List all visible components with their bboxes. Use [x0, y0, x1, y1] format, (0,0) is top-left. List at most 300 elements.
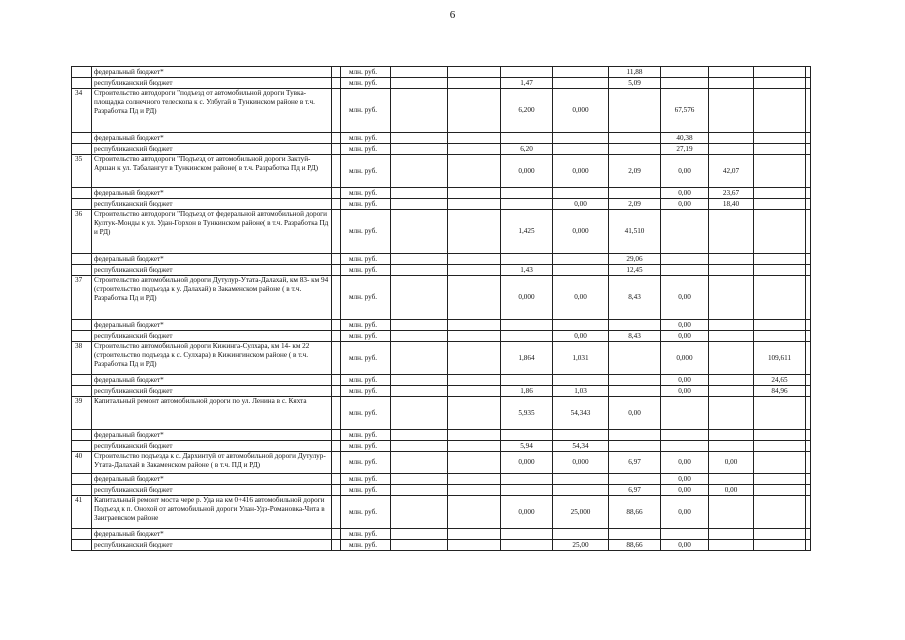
value-cell	[806, 133, 811, 144]
value-cell	[448, 540, 501, 551]
value-cell	[391, 342, 448, 375]
value-cell	[709, 342, 754, 375]
value-cell: 0,000	[553, 89, 609, 133]
value-cell	[754, 78, 806, 89]
spacer-cell	[332, 430, 341, 441]
value-cell	[448, 276, 501, 320]
unit-cell: млн. руб.	[341, 496, 391, 529]
value-cell: 0,00	[609, 397, 661, 430]
value-cell	[754, 474, 806, 485]
value-cell: 27,19	[661, 144, 709, 155]
table-row	[72, 199, 811, 210]
table-row	[72, 188, 811, 199]
value-cell	[806, 320, 811, 331]
value-cell: 18,40	[709, 199, 754, 210]
table-row	[72, 386, 811, 397]
value-cell	[709, 210, 754, 254]
table-row	[72, 452, 811, 474]
value-cell: 2,09	[609, 199, 661, 210]
value-cell	[448, 430, 501, 441]
value-cell: 23,67	[709, 188, 754, 199]
value-cell	[553, 430, 609, 441]
row-name-cell: Строительство автодороги "подъезд от автомобильной дороги Тувка-площадка солнечного телескопа к с. Улбугай в Тункинском районе в т.ч. Разработка Пд и РД)	[92, 89, 332, 133]
unit-cell: млн. руб.	[341, 397, 391, 430]
value-cell	[806, 441, 811, 452]
row-number-cell	[72, 320, 92, 331]
value-cell	[391, 496, 448, 529]
value-cell	[448, 155, 501, 188]
value-cell	[391, 452, 448, 474]
spacer-cell	[332, 375, 341, 386]
spacer-cell	[332, 397, 341, 430]
value-cell	[754, 276, 806, 320]
unit-cell: млн. руб.	[341, 320, 391, 331]
value-cell	[806, 67, 811, 78]
unit-cell: млн. руб.	[341, 199, 391, 210]
value-cell	[391, 441, 448, 452]
row-name-cell: Капитальный ремонт моста чере р. Уда на км 0+416 автомобильной дороги Подъезд к п. Онохой от автомобильной дороги Улан-Удэ-Романовка-Чита в Заиграевском районе	[92, 496, 332, 529]
value-cell	[609, 89, 661, 133]
unit-cell: млн. руб.	[341, 375, 391, 386]
row-number-cell: 39	[72, 397, 92, 430]
value-cell	[709, 496, 754, 529]
value-cell	[391, 254, 448, 265]
value-cell: 1,43	[501, 265, 553, 276]
value-cell	[609, 441, 661, 452]
value-cell	[806, 210, 811, 254]
value-cell	[391, 485, 448, 496]
value-cell	[553, 144, 609, 155]
spacer-cell	[332, 452, 341, 474]
row-number-cell: 36	[72, 210, 92, 254]
table-row	[72, 265, 811, 276]
value-cell: 8,43	[609, 276, 661, 320]
value-cell	[806, 397, 811, 430]
value-cell	[448, 144, 501, 155]
value-cell	[391, 78, 448, 89]
value-cell	[709, 78, 754, 89]
value-cell	[754, 320, 806, 331]
value-cell	[448, 89, 501, 133]
value-cell	[806, 529, 811, 540]
value-cell	[709, 375, 754, 386]
value-cell	[448, 331, 501, 342]
value-cell: 88,66	[609, 496, 661, 529]
row-number-cell: 37	[72, 276, 92, 320]
value-cell	[661, 397, 709, 430]
value-cell: 0,00	[553, 199, 609, 210]
value-cell: 0,000	[661, 342, 709, 375]
row-number-cell	[72, 265, 92, 276]
unit-cell: млн. руб.	[341, 210, 391, 254]
value-cell	[806, 144, 811, 155]
row-number-cell	[72, 67, 92, 78]
spacer-cell	[332, 320, 341, 331]
row-name-cell: федеральный бюджет*	[92, 67, 332, 78]
value-cell	[553, 254, 609, 265]
value-cell: 25,000	[553, 496, 609, 529]
row-name-cell: федеральный бюджет*	[92, 474, 332, 485]
table-row	[72, 254, 811, 265]
table-row	[72, 144, 811, 155]
value-cell: 1,47	[501, 78, 553, 89]
value-cell	[754, 210, 806, 254]
row-name-cell: Строительство автодороги "Подъезд от федеральной автомобильной дороги Култук-Монды к ул. Удан-Горхон в Тункинском районе( в т.ч. Разработка Пд и РД)	[92, 210, 332, 254]
value-cell: 0,00	[661, 331, 709, 342]
value-cell	[754, 188, 806, 199]
value-cell	[448, 397, 501, 430]
row-name-cell: федеральный бюджет*	[92, 133, 332, 144]
row-number-cell: 38	[72, 342, 92, 375]
unit-cell: млн. руб.	[341, 276, 391, 320]
table-row	[72, 540, 811, 551]
value-cell	[609, 342, 661, 375]
value-cell	[661, 67, 709, 78]
spacer-cell	[332, 254, 341, 265]
row-name-cell: республиканский бюджет	[92, 78, 332, 89]
value-cell	[553, 485, 609, 496]
value-cell	[609, 133, 661, 144]
table-row	[72, 67, 811, 78]
table-row	[72, 375, 811, 386]
value-cell: 54,343	[553, 397, 609, 430]
value-cell: 0,00	[661, 496, 709, 529]
row-name-cell: Строительство подъезда к с. Дархинтуй от автомобильной дороги Дутулур-Утата-Далахай в Закаменском районе ( в т.ч. ПД и РД)	[92, 452, 332, 474]
row-number-cell	[72, 386, 92, 397]
value-cell	[661, 210, 709, 254]
value-cell	[448, 265, 501, 276]
value-cell	[448, 496, 501, 529]
unit-cell: млн. руб.	[341, 67, 391, 78]
value-cell	[391, 430, 448, 441]
value-cell	[609, 386, 661, 397]
value-cell	[391, 144, 448, 155]
row-name-cell: республиканский бюджет	[92, 540, 332, 551]
row-name-cell: федеральный бюджет*	[92, 188, 332, 199]
value-cell	[709, 133, 754, 144]
row-number-cell	[72, 144, 92, 155]
value-cell	[806, 276, 811, 320]
value-cell	[806, 155, 811, 188]
value-cell	[709, 386, 754, 397]
value-cell	[609, 529, 661, 540]
value-cell	[609, 188, 661, 199]
value-cell	[754, 133, 806, 144]
value-cell	[754, 430, 806, 441]
value-cell	[709, 89, 754, 133]
table-row	[72, 133, 811, 144]
spacer-cell	[332, 265, 341, 276]
value-cell	[709, 430, 754, 441]
value-cell: 0,00	[553, 331, 609, 342]
unit-cell: млн. руб.	[341, 265, 391, 276]
value-cell	[754, 452, 806, 474]
value-cell	[501, 474, 553, 485]
table-row	[72, 89, 811, 133]
value-cell: 0,00	[709, 452, 754, 474]
value-cell: 0,000	[501, 155, 553, 188]
row-number-cell	[72, 133, 92, 144]
value-cell	[709, 254, 754, 265]
value-cell	[501, 331, 553, 342]
value-cell: 67,576	[661, 89, 709, 133]
value-cell	[709, 144, 754, 155]
table-row	[72, 78, 811, 89]
row-number-cell: 35	[72, 155, 92, 188]
row-number-cell	[72, 199, 92, 210]
row-name-cell: республиканский бюджет	[92, 199, 332, 210]
value-cell: 1,031	[553, 342, 609, 375]
value-cell	[609, 375, 661, 386]
value-cell	[661, 265, 709, 276]
row-number-cell	[72, 375, 92, 386]
row-name-cell: федеральный бюджет*	[92, 254, 332, 265]
value-cell	[709, 474, 754, 485]
value-cell: 2,09	[609, 155, 661, 188]
value-cell	[391, 133, 448, 144]
value-cell	[391, 155, 448, 188]
value-cell: 25,00	[553, 540, 609, 551]
value-cell: 6,97	[609, 452, 661, 474]
value-cell	[391, 265, 448, 276]
value-cell	[754, 144, 806, 155]
table-row	[72, 397, 811, 430]
value-cell	[754, 529, 806, 540]
value-cell	[806, 265, 811, 276]
value-cell	[754, 67, 806, 78]
unit-cell: млн. руб.	[341, 540, 391, 551]
row-name-cell: федеральный бюджет*	[92, 430, 332, 441]
value-cell: 5,09	[609, 78, 661, 89]
row-name-cell: республиканский бюджет	[92, 331, 332, 342]
value-cell	[553, 375, 609, 386]
value-cell	[501, 320, 553, 331]
value-cell: 24,65	[754, 375, 806, 386]
value-cell	[553, 529, 609, 540]
value-cell	[391, 89, 448, 133]
table-row	[72, 474, 811, 485]
spacer-cell	[332, 133, 341, 144]
value-cell	[609, 430, 661, 441]
value-cell: 1,425	[501, 210, 553, 254]
value-cell	[391, 397, 448, 430]
value-cell	[501, 133, 553, 144]
unit-cell: млн. руб.	[341, 188, 391, 199]
value-cell	[806, 331, 811, 342]
spacer-cell	[332, 529, 341, 540]
value-cell	[448, 320, 501, 331]
table-row	[72, 320, 811, 331]
value-cell: 0,000	[553, 155, 609, 188]
value-cell	[609, 474, 661, 485]
value-cell	[709, 540, 754, 551]
value-cell: 0,00	[661, 485, 709, 496]
value-cell: 0,000	[501, 452, 553, 474]
value-cell: 42,07	[709, 155, 754, 188]
value-cell	[709, 331, 754, 342]
value-cell	[391, 474, 448, 485]
value-cell	[661, 78, 709, 89]
value-cell: 0,000	[553, 452, 609, 474]
value-cell: 0,00	[661, 199, 709, 210]
value-cell: 8,43	[609, 331, 661, 342]
value-cell	[754, 254, 806, 265]
value-cell	[709, 397, 754, 430]
value-cell	[391, 210, 448, 254]
row-name-cell: федеральный бюджет*	[92, 529, 332, 540]
spacer-cell	[332, 276, 341, 320]
value-cell	[448, 529, 501, 540]
value-cell	[448, 474, 501, 485]
spacer-cell	[332, 540, 341, 551]
value-cell	[448, 210, 501, 254]
row-name-cell: федеральный бюджет*	[92, 375, 332, 386]
spacer-cell	[332, 89, 341, 133]
value-cell: 5,94	[501, 441, 553, 452]
unit-cell: млн. руб.	[341, 386, 391, 397]
table-row	[72, 430, 811, 441]
value-cell: 0,00	[661, 320, 709, 331]
value-cell	[553, 67, 609, 78]
unit-cell: млн. руб.	[341, 430, 391, 441]
value-cell	[806, 540, 811, 551]
value-cell	[448, 375, 501, 386]
value-cell: 6,20	[501, 144, 553, 155]
value-cell	[448, 133, 501, 144]
value-cell	[661, 430, 709, 441]
value-cell	[448, 485, 501, 496]
value-cell	[709, 67, 754, 78]
value-cell	[709, 276, 754, 320]
row-name-cell: Капитальный ремонт автомобильной дороги по ул. Ленина в с. Кяхта	[92, 397, 332, 430]
value-cell	[448, 254, 501, 265]
value-cell	[501, 199, 553, 210]
spacer-cell	[332, 496, 341, 529]
row-number-cell	[72, 188, 92, 199]
unit-cell: млн. руб.	[341, 529, 391, 540]
unit-cell: млн. руб.	[341, 89, 391, 133]
unit-cell: млн. руб.	[341, 254, 391, 265]
page-number: 6	[449, 9, 456, 21]
table-row	[72, 155, 811, 188]
spacer-cell	[332, 210, 341, 254]
table-row	[72, 276, 811, 320]
value-cell	[754, 540, 806, 551]
value-cell: 6,200	[501, 89, 553, 133]
value-cell	[501, 254, 553, 265]
value-cell	[661, 441, 709, 452]
row-number-cell	[72, 254, 92, 265]
spacer-cell	[332, 386, 341, 397]
value-cell	[448, 188, 501, 199]
value-cell	[806, 485, 811, 496]
spacer-cell	[332, 342, 341, 375]
value-cell	[609, 144, 661, 155]
table-row	[72, 210, 811, 254]
row-number-cell: 40	[72, 452, 92, 474]
value-cell	[806, 386, 811, 397]
spacer-cell	[332, 441, 341, 452]
value-cell: 40,38	[661, 133, 709, 144]
value-cell	[754, 441, 806, 452]
value-cell: 0,000	[501, 276, 553, 320]
value-cell: 0,000	[501, 496, 553, 529]
value-cell	[391, 67, 448, 78]
unit-cell: млн. руб.	[341, 485, 391, 496]
value-cell: 0,000	[553, 210, 609, 254]
value-cell: 12,45	[609, 265, 661, 276]
row-number-cell: 41	[72, 496, 92, 529]
spacer-cell	[332, 199, 341, 210]
value-cell	[709, 441, 754, 452]
row-number-cell	[72, 485, 92, 496]
value-cell	[553, 188, 609, 199]
value-cell	[501, 375, 553, 386]
unit-cell: млн. руб.	[341, 452, 391, 474]
value-cell	[806, 254, 811, 265]
value-cell	[553, 474, 609, 485]
value-cell: 41,510	[609, 210, 661, 254]
value-cell	[553, 320, 609, 331]
value-cell: 29,06	[609, 254, 661, 265]
row-name-cell: федеральный бюджет*	[92, 320, 332, 331]
row-name-cell: Строительство автомобильной дороги Кижинга-Сулхара, км 14- км 22 (строительство подъезда к с. Сулхара) в Кижингинском районе ( в т.ч. Разработка Пд и РД)	[92, 342, 332, 375]
value-cell	[806, 89, 811, 133]
row-name-cell: республиканский бюджет	[92, 144, 332, 155]
value-cell	[391, 320, 448, 331]
spacer-cell	[332, 331, 341, 342]
value-cell	[448, 386, 501, 397]
value-cell	[806, 430, 811, 441]
spacer-cell	[332, 67, 341, 78]
value-cell: 0,00	[661, 452, 709, 474]
table-row	[72, 441, 811, 452]
value-cell	[709, 529, 754, 540]
table-row	[72, 485, 811, 496]
value-cell: 1,86	[501, 386, 553, 397]
row-name-cell: республиканский бюджет	[92, 265, 332, 276]
spacer-cell	[332, 485, 341, 496]
value-cell	[806, 496, 811, 529]
value-cell	[391, 331, 448, 342]
value-cell	[448, 342, 501, 375]
value-cell	[448, 78, 501, 89]
value-cell	[391, 276, 448, 320]
value-cell	[501, 430, 553, 441]
value-cell	[754, 496, 806, 529]
row-number-cell: 34	[72, 89, 92, 133]
row-number-cell	[72, 430, 92, 441]
unit-cell: млн. руб.	[341, 155, 391, 188]
value-cell	[709, 320, 754, 331]
unit-cell: млн. руб.	[341, 144, 391, 155]
row-number-cell	[72, 441, 92, 452]
value-cell	[391, 375, 448, 386]
value-cell	[754, 155, 806, 188]
value-cell	[501, 67, 553, 78]
value-cell	[806, 78, 811, 89]
value-cell: 0,00	[661, 540, 709, 551]
value-cell: 1,03	[553, 386, 609, 397]
value-cell	[754, 331, 806, 342]
value-cell	[806, 474, 811, 485]
value-cell	[806, 342, 811, 375]
unit-cell: млн. руб.	[341, 342, 391, 375]
value-cell: 0,00	[553, 276, 609, 320]
value-cell	[391, 199, 448, 210]
row-number-cell	[72, 529, 92, 540]
spacer-cell	[332, 144, 341, 155]
